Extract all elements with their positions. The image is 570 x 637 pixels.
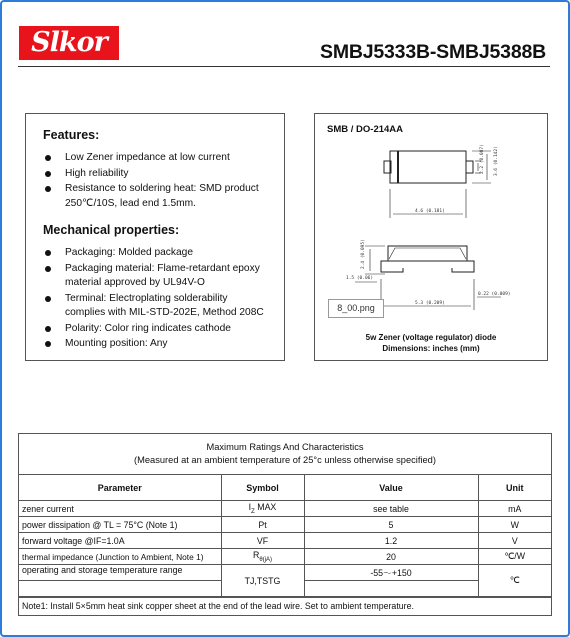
package-dimensions-note: Dimensions: inches (mm) [382,344,480,353]
ratings-table [19,475,551,597]
bullet-icon [45,341,51,347]
image-placeholder-label: 8_00.png [328,299,384,318]
package-title: SMB / DO-214AA [327,124,404,135]
features-box [25,113,285,361]
feature-item-text: 250℃/10S, lead end 1.5mm. [65,197,196,209]
svg-text:2.4 (0.095): 2.4 (0.095) [361,239,366,269]
value-cell-blank [304,581,478,597]
table-row [19,565,551,581]
mechanical-item-text: Terminal: Electroplating solderability [65,292,228,304]
ratings-subtitle: (Measured at an ambient temperature of 25°c unless otherwise specified) [134,455,436,465]
unit-cell: V [478,533,551,549]
mechanical-item-text: material approved by UL94V-O [65,277,205,288]
svg-text:0.22 (0.009): 0.22 (0.009) [478,292,511,297]
feature-item-text: High reliability [65,167,129,179]
mechanical-item [43,262,276,291]
svg-text:5.3 (0.209): 5.3 (0.209) [415,301,445,306]
features-list [43,151,276,211]
table-header-row [19,475,551,501]
mechanical-item [43,246,276,261]
value-cell: 1.2 [304,533,478,549]
parameter-cell: zener current [19,501,221,517]
bullet-icon [45,266,51,272]
mechanical-heading: Mechanical properties: [43,223,180,237]
svg-text:1.5 (0.06): 1.5 (0.06) [346,276,374,281]
feature-item [43,151,276,166]
bullet-icon [45,296,51,302]
mechanical-item [43,337,276,352]
symbol-cell: $R_{\theta(jA)}$ [221,549,304,565]
unit-cell: mA [478,501,551,517]
feature-item-text: Resistance to soldering heat: SMD product [65,183,259,194]
features-heading: Features: [43,128,100,142]
bullet-icon [45,326,51,332]
package-caption: 5w Zener (voltage regulator) diode [365,333,497,342]
svg-text:2.2 (0.087): 2.2 (0.087) [480,144,485,174]
unit-cell: ℃/W [478,549,551,565]
symbol-cell: VF [221,533,304,549]
value-cell: see table [304,501,478,517]
symbol-cell: $I_Z$ MAX [221,501,304,517]
value-cell: 20 [304,549,478,565]
mechanical-item [43,292,276,321]
mechanical-list [43,246,276,352]
page-title: SMBJ5333B-SMBJ5388B [320,41,546,63]
ratings-table-box [18,433,552,616]
mechanical-item-text: Polarity: Color ring indicates cathode [65,322,231,334]
parameter-cell-cont [19,581,221,597]
svg-text:4.6 (0.181): 4.6 (0.181) [415,209,445,214]
mechanical-item-text: complies with MIL-STD-202E, Method 208C [65,307,264,318]
unit-cell: ℃ [478,565,551,597]
parameter-cell: forward voltage @IF=1.0A [19,533,221,549]
table-row [19,549,551,565]
value-cell: -55～+150 [304,565,478,581]
bullet-icon [45,186,51,192]
feature-item [43,167,276,182]
parameter-cell: thermal impedance (Junction to Ambient, Note 1) [19,549,221,565]
mechanical-item [43,322,276,337]
table-row [19,517,551,533]
table-footnote: Note1: Install 5×5mm heat sink copper sheet at the end of the lead wire. Set to ambient temperature. [19,597,551,615]
column-header-symbol: Symbol [221,475,304,501]
bullet-icon [45,171,51,177]
mechanical-item-text: Packaging material: Flame-retardant epoxy [65,262,260,274]
bullet-icon [45,250,51,256]
title-divider [18,66,550,67]
value-cell: 5 [304,517,478,533]
mechanical-item-text: Packaging: Molded package [65,247,193,258]
ratings-title: Maximum Ratings And Characteristics [206,442,364,452]
symbol-cell: Pt [221,517,304,533]
mechanical-item-text: Mounting position: Any [65,338,168,349]
column-header-parameter: Parameter [19,475,221,501]
column-header-unit: Unit [478,475,551,501]
package-outline-drawing [315,114,549,362]
brand-logo: Slkor [19,26,119,60]
unit-cell: W [478,517,551,533]
package-drawing-box [314,113,548,361]
table-row [19,533,551,549]
parameter-cell: power dissipation @ TL = 75°C (Note 1) [19,517,221,533]
parameter-cell: operating and storage temperature range [19,565,221,581]
column-header-value: Value [304,475,478,501]
feature-item [43,182,276,211]
svg-text:3.6 (0.142): 3.6 (0.142) [494,146,499,176]
ratings-header [19,434,551,475]
table-row [19,501,551,517]
symbol-cell: TJ,TSTG [221,565,304,597]
bullet-icon [45,155,51,161]
feature-item-text: Low Zener impedance at low current [65,152,230,163]
